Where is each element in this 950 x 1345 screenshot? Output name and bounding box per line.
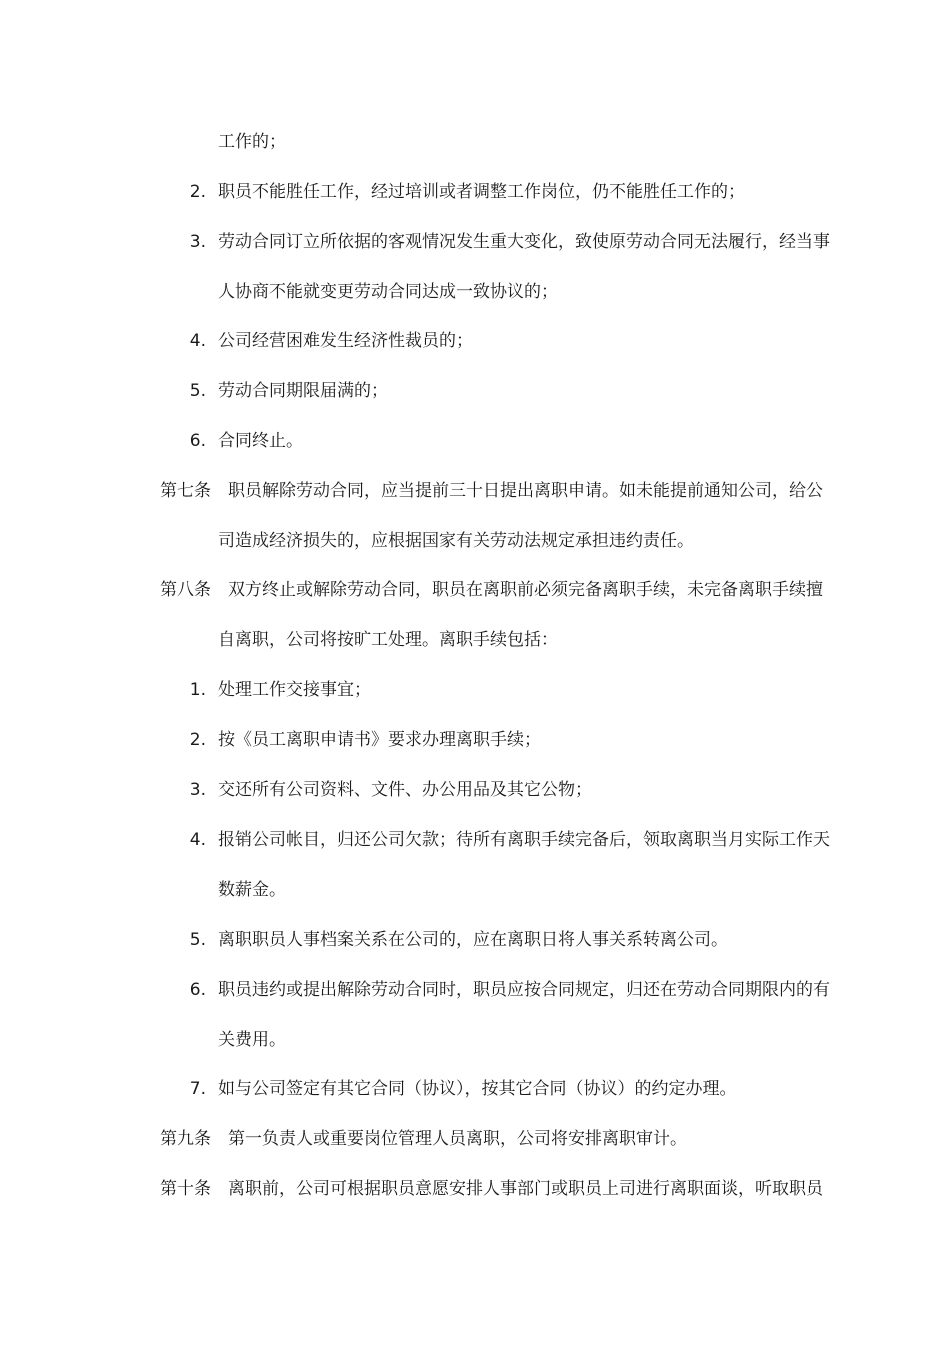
list-text: 人协商不能就变更劳动合同达成一致协议的； xyxy=(218,282,558,302)
list-number: 2. xyxy=(189,730,206,750)
list-number: 4. xyxy=(189,331,206,351)
article-label: 第十条 xyxy=(160,1179,211,1199)
list-number: 2. xyxy=(189,182,206,202)
list-text: 处理工作交接事宜； xyxy=(218,680,371,700)
article-label: 第八条 xyxy=(160,580,211,600)
list-text: 劳动合同期限届满的； xyxy=(218,381,388,401)
article-text: 双方终止或解除劳动合同，职员在离职前必须完备离职手续，未完备离职手续擅 xyxy=(228,580,823,600)
list-text: 离职职员人事档案关系在公司的，应在离职日将人事关系转离公司。 xyxy=(218,930,728,950)
article-text: 第一负责人或重要岗位管理人员离职，公司将安排离职审计。 xyxy=(228,1129,687,1149)
list-text: 关费用。 xyxy=(218,1030,286,1050)
list-number: 1. xyxy=(189,680,206,700)
list-text: 数薪金。 xyxy=(218,880,286,900)
list-number: 3. xyxy=(189,232,206,252)
continuation-line: 工作的； xyxy=(218,132,286,152)
list-text: 报销公司帐目，归还公司欠款；待所有离职手续完备后，领取离职当月实际工作天 xyxy=(218,830,830,850)
list-number: 5. xyxy=(189,930,206,950)
list-number: 5. xyxy=(189,381,206,401)
list-number: 3. xyxy=(189,780,206,800)
list-number: 6. xyxy=(189,980,206,1000)
article-text: 自离职，公司将按旷工处理。离职手续包括： xyxy=(218,630,558,650)
list-text: 交还所有公司资料、文件、办公用品及其它公物； xyxy=(218,780,592,800)
list-number: 7. xyxy=(189,1079,206,1099)
article-text: 离职前，公司可根据职员意愿安排人事部门或职员上司进行离职面谈，听取职员 xyxy=(228,1179,823,1199)
article-label: 第七条 xyxy=(160,481,211,501)
list-text: 如与公司签定有其它合同（协议），按其它合同（协议）的约定办理。 xyxy=(218,1079,737,1099)
article-text: 职员解除劳动合同，应当提前三十日提出离职申请。如未能提前通知公司，给公 xyxy=(228,481,823,501)
list-text: 劳动合同订立所依据的客观情况发生重大变化，致使原劳动合同无法履行，经当事 xyxy=(218,232,830,252)
list-text: 职员不能胜任工作，经过培训或者调整工作岗位，仍不能胜任工作的； xyxy=(218,182,745,202)
list-number: 6. xyxy=(189,431,206,451)
list-text: 合同终止。 xyxy=(218,431,303,451)
list-text: 职员违约或提出解除劳动合同时，职员应按合同规定，归还在劳动合同期限内的有 xyxy=(218,980,830,1000)
article-label: 第九条 xyxy=(160,1129,211,1149)
list-text: 按《员工离职申请书》要求办理离职手续； xyxy=(218,730,541,750)
list-text: 公司经营困难发生经济性裁员的； xyxy=(218,331,473,351)
list-number: 4. xyxy=(189,830,206,850)
article-text: 司造成经济损失的，应根据国家有关劳动法规定承担违约责任。 xyxy=(218,531,694,551)
